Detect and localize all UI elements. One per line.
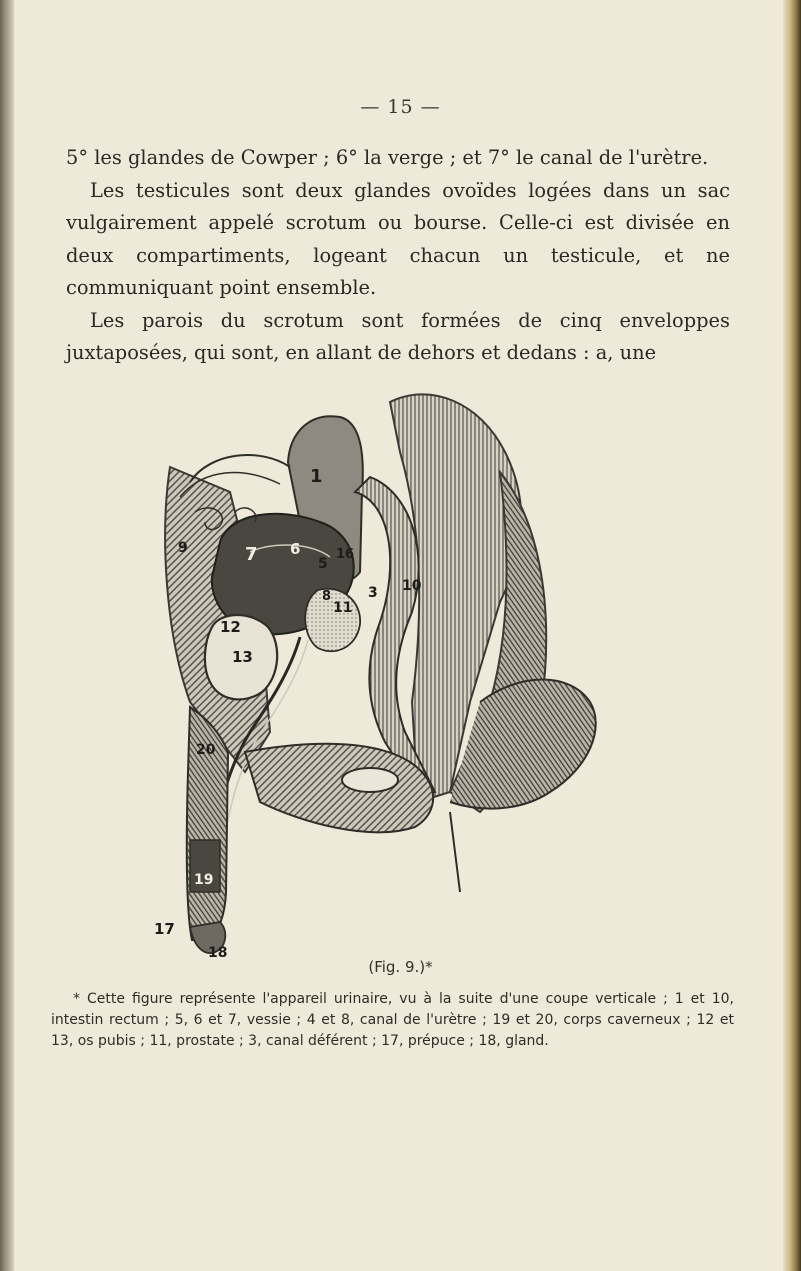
label-3: 3 [368, 585, 378, 601]
anatomical-figure [150, 372, 630, 962]
figure-caption: (Fig. 9.)* [368, 958, 433, 976]
skin-line [450, 812, 460, 892]
label-5: 5 [318, 556, 328, 572]
body-text [66, 142, 730, 370]
footnote [51, 989, 734, 1052]
label-16: 16 [336, 547, 355, 562]
scan-left-edge [0, 0, 14, 1271]
label-17: 17 [154, 920, 175, 938]
label-18: 18 [208, 945, 228, 961]
footnote-text: * Cette figure représente l'appareil urinaire, vu à la suite d'une coupe verticale ; 1 et 10, intestin rectum ; 5, 6 et 7, vessie ; 4 et 8, canal de l'urètre ; 19 et 20, corps caverneux ; 12 et 13, os pubis ; 11, prostate ; 3, canal déférent ; 17, prépuce ; 18, gland. [51, 991, 734, 1049]
label-7: 7 [245, 544, 258, 565]
label-19: 19 [194, 872, 214, 888]
label-1: 1 [310, 466, 323, 487]
anal-ring [342, 768, 398, 792]
scan-right-edge [783, 0, 801, 1271]
label-13: 13 [232, 648, 253, 666]
label-6: 6 [290, 540, 301, 558]
label-9: 9 [178, 540, 188, 556]
paragraph-2: Les testicules sont deux glandes ovoïdes logées dans un sac vulgairement appelé scrotum ou bourse. Celle-ci est divisée en deux compartiments, logeant chacun un testicule, et ne communiquant point ensemble. [66, 178, 730, 299]
paragraph-1: 5° les glandes de Cowper ; 6° la verge ; et 7° le canal de l'urètre. [66, 146, 709, 169]
page-number: — 15 — [360, 96, 441, 118]
label-12: 12 [220, 618, 241, 636]
label-8: 8 [322, 589, 332, 604]
paragraph-3: Les parois du scrotum sont formées de cinq enveloppes juxtaposées, qui sont, en allant de dehors et dedans : a, une [66, 308, 730, 364]
label-10: 10 [402, 578, 422, 594]
prostate [305, 589, 360, 652]
label-11: 11 [333, 600, 353, 616]
anatomical-engraving [150, 372, 630, 962]
label-20: 20 [196, 742, 216, 758]
